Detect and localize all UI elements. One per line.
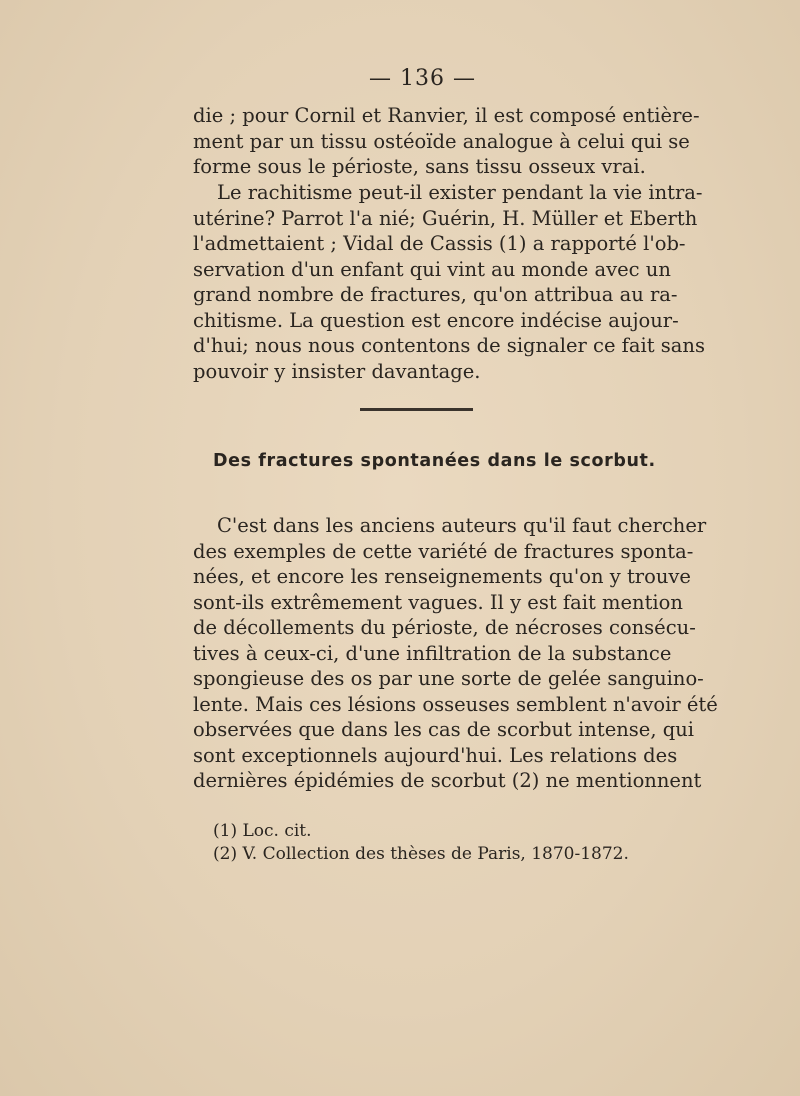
text-line: sont-ils extrêmement vagues. Il y est fait mention xyxy=(193,590,683,614)
text-line: nées, et encore les renseignements qu'on y trouve xyxy=(193,565,691,588)
section-heading: Des fractures spontanées dans le scorbut. xyxy=(213,451,656,471)
paragraph-continuation xyxy=(193,103,700,180)
text-line: Le rachitisme peut-il exister pendant la vie intra- xyxy=(217,181,703,204)
text-line: sont exceptionnels aujourd'hui. Les relations des xyxy=(193,743,678,767)
footnotes xyxy=(213,820,633,866)
text-line: C'est dans les anciens auteurs qu'il faut chercher xyxy=(217,514,707,537)
text-line: dernières épidémies de scorbut (2) ne mentionnent xyxy=(193,769,702,792)
section-divider xyxy=(360,408,473,411)
text-line: des exemples de cette variété de fractures sponta- xyxy=(193,539,694,563)
paragraph-rachitisme xyxy=(193,180,705,384)
text-line: tives à ceux-ci, d'une infiltration de la substance xyxy=(193,641,672,665)
text-line: de décollements du périoste, de nécroses consécu- xyxy=(193,616,696,639)
text-line: servation d'un enfant qui vint au monde avec un xyxy=(193,257,671,281)
text-line: pouvoir y insister davantage. xyxy=(193,359,481,383)
text-line: observées que dans les cas de scorbut intense, qui xyxy=(193,718,695,741)
text-line: forme sous le périoste, sans tissu osseux vrai. xyxy=(193,155,646,178)
footnote-1: (1) Loc. cit. xyxy=(213,821,312,841)
text-line: l'admettaient ; Vidal de Cassis (1) a rapporté l'ob- xyxy=(193,232,686,255)
text-line: spongieuse des os par une sorte de gelée sanguino- xyxy=(193,667,704,690)
text-line: chitisme. La question est encore indécise aujour- xyxy=(193,308,679,332)
footnote-2: (2) V. Collection des thèses de Paris, 1870-1872. xyxy=(213,844,629,864)
text-line: grand nombre de fractures, qu'on attribua au ra- xyxy=(193,283,678,306)
page-number: — 136 — xyxy=(369,66,476,91)
text-line: die ; pour Cornil et Ranvier, il est composé entière- xyxy=(193,104,700,127)
text-line: d'hui; nous nous contentons de signaler ce fait sans xyxy=(193,334,705,357)
text-line: ment par un tissu ostéoïde analogue à celui qui se xyxy=(193,129,690,153)
paragraph-scorbut xyxy=(193,513,718,794)
text-line: lente. Mais ces lésions osseuses semblent n'avoir été xyxy=(193,692,718,716)
text-line: utérine? Parrot l'a nié; Guérin, H. Müller et Eberth xyxy=(193,206,698,230)
